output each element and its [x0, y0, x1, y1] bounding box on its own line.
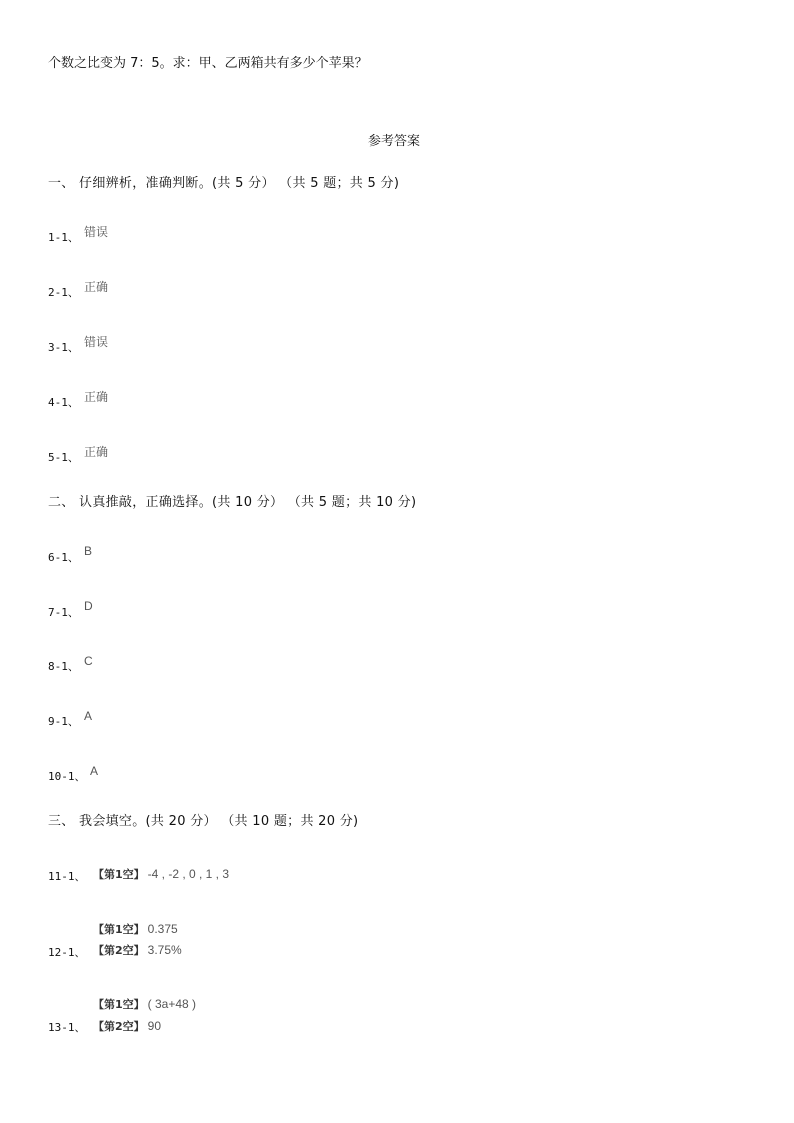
item-number: 2-1、 [48, 286, 79, 299]
blank-label: 【第1空】 [93, 868, 145, 881]
item-answer: B [84, 544, 93, 558]
fill-blank [93, 918, 178, 937]
item-answer: 正确 [84, 280, 109, 294]
item-number: 1-1、 [48, 231, 79, 244]
section-heading-3: 三、 我会填空。(共 20 分） （共 10 题；共 20 分) [48, 814, 359, 829]
item-number: 4-1、 [48, 396, 79, 409]
blank-label: 【第2空】 [93, 944, 145, 957]
item-number: 12-1、 [48, 946, 86, 959]
fill-blank [93, 863, 229, 882]
page-title: 参考答案 [368, 134, 421, 149]
item-answer: 正确 [84, 390, 109, 404]
fill-blank [93, 993, 196, 1012]
blank-value: 3.75% [147, 943, 182, 957]
section-heading-2: 二、 认真推敲，正确选择。(共 10 分） （共 5 题；共 10 分) [48, 495, 417, 510]
item-number: 10-1、 [48, 770, 86, 783]
item-answer: A [84, 709, 93, 723]
fill-blank [93, 939, 182, 958]
item-number: 5-1、 [48, 451, 79, 464]
item-number: 6-1、 [48, 551, 79, 564]
section-heading-1: 一、 仔细辨析，准确判断。(共 5 分） （共 5 题；共 5 分) [48, 176, 400, 191]
item-number: 13-1、 [48, 1021, 86, 1034]
blank-label: 【第1空】 [93, 923, 145, 936]
blank-label: 【第1空】 [93, 998, 145, 1011]
item-answer: 错误 [84, 335, 109, 349]
item-answer: D [84, 599, 93, 613]
item-number: 7-1、 [48, 606, 79, 619]
blank-value: -4 , -2 , 0 , 1 , 3 [147, 867, 230, 881]
item-answer: A [90, 764, 99, 778]
item-answer: 错误 [84, 225, 109, 239]
item-answer: C [84, 654, 93, 668]
blank-value: ( 3a+48 ) [147, 997, 197, 1011]
item-number: 11-1、 [48, 870, 86, 883]
blank-label: 【第2空】 [93, 1020, 145, 1033]
item-answer: 正确 [84, 445, 109, 459]
blank-value: 90 [147, 1019, 162, 1033]
fill-blank [93, 1015, 161, 1034]
question-text: 个数之比变为 7：5。求：甲、乙两箱共有多少个苹果？ [48, 56, 368, 71]
blank-value: 0.375 [147, 922, 178, 936]
item-number: 3-1、 [48, 341, 79, 354]
item-number: 8-1、 [48, 660, 79, 673]
item-number: 9-1、 [48, 715, 79, 728]
